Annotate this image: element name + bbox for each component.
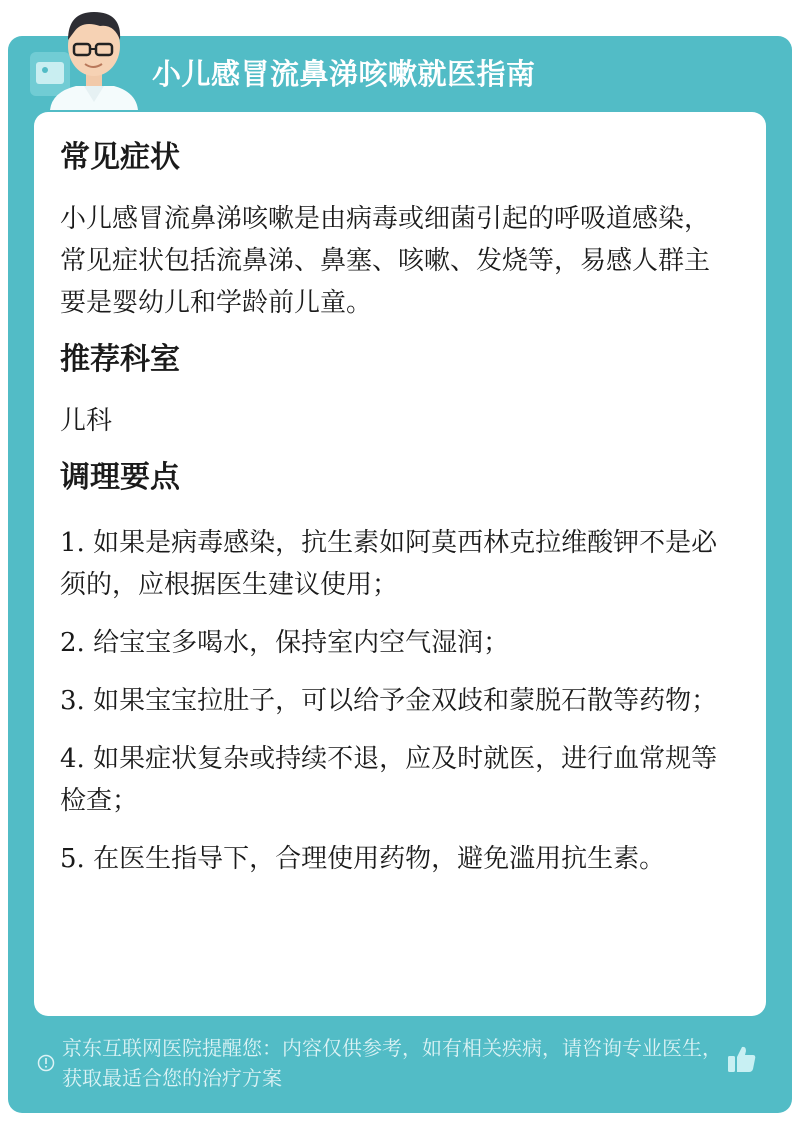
doctor-avatar-icon [28, 6, 158, 112]
care-heading: 调理要点 [60, 460, 180, 495]
list-item: 4. 如果症状复杂或持续不退，应及时就医，进行血常规等检查； [60, 744, 718, 816]
list-item: 3. 如果宝宝拉肚子，可以给予金双歧和蒙脱石散等药物； [60, 686, 718, 716]
disclaimer-text: 京东互联网医院提醒您：内容仅供参考，如有相关疾病，请咨询专业医生，获取最适合您的治疗方案 [62, 1036, 722, 1090]
department-heading: 推荐科室 [60, 342, 180, 377]
info-icon [37, 1054, 55, 1072]
department-text: 儿科 [60, 406, 113, 436]
list-item: 1. 如果是病毒感染，抗生素如阿莫西林克拉维酸钾不是必须的，应根据医生建议使用； [60, 528, 718, 600]
symptoms-text: 小儿感冒流鼻涕咳嗽是由病毒或细菌引起的呼吸道感染，常见症状包括流鼻涕、鼻塞、咳嗽、发烧等，易感人群主要是婴幼儿和学龄前儿童。 [60, 204, 711, 318]
page-title: 小儿感冒流鼻涕咳嗽就医指南 [152, 57, 536, 91]
care-list [60, 522, 730, 880]
thumbs-up-icon[interactable] [726, 1043, 758, 1075]
list-item: 2. 给宝宝多喝水，保持室内空气湿润； [60, 628, 510, 658]
list-item: 5. 在医生指导下，合理使用药物，避免滥用抗生素。 [60, 844, 666, 874]
symptoms-heading: 常见症状 [60, 140, 180, 175]
content-card [34, 112, 766, 1016]
